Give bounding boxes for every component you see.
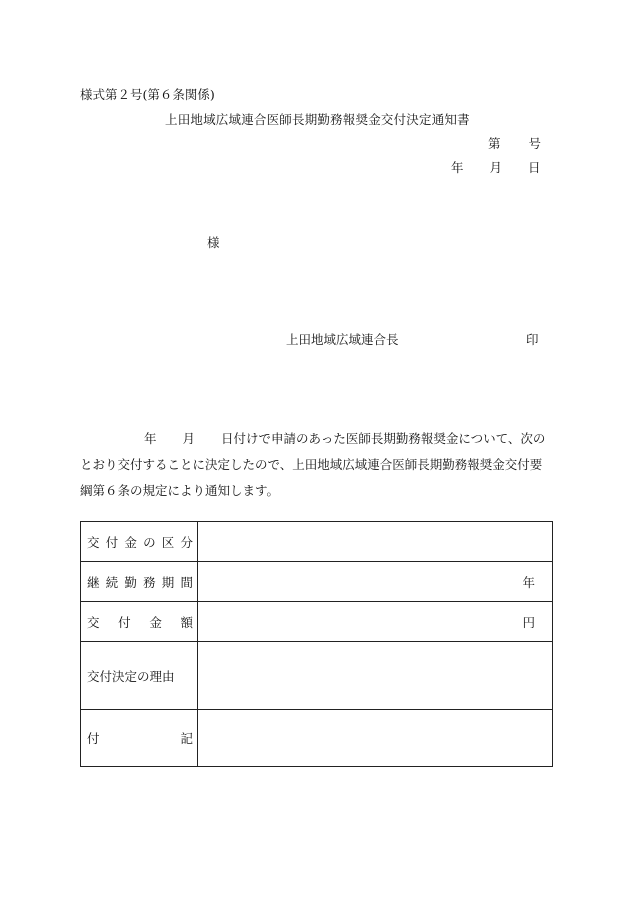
row-label-cell xyxy=(81,710,198,767)
info-table xyxy=(80,521,553,767)
sender-name: 上田地域広域連合長 xyxy=(286,332,399,347)
row-label-cell xyxy=(81,642,198,710)
row-value xyxy=(198,710,553,767)
table-row xyxy=(81,602,553,642)
row-value xyxy=(198,522,553,562)
row-label: 付 記 xyxy=(87,731,193,746)
document-title: 上田地域広域連合医師長期勤務報奨金交付決定通知書 xyxy=(165,112,470,127)
row-value xyxy=(198,642,553,710)
row-label: 交付決定の理由 xyxy=(87,668,175,684)
row-label: 交 付 金 の 区 分 xyxy=(87,534,193,550)
table-row xyxy=(81,642,553,710)
row-label-cell xyxy=(81,522,198,562)
row-label: 継 続 勤 務 期 間 xyxy=(87,574,193,590)
body-text xyxy=(80,426,555,504)
row-label-cell xyxy=(81,602,198,642)
row-label-cell xyxy=(81,562,198,602)
date-year: 年 xyxy=(451,160,464,175)
number-suffix: 号 xyxy=(528,136,542,151)
body-year: 年 xyxy=(144,431,157,446)
body-month: 月 xyxy=(182,431,196,446)
row-label: 交 付 金 額 xyxy=(87,614,193,630)
body-line-1 xyxy=(80,426,555,452)
form-number: 様式第２号(第６条関係) xyxy=(80,87,215,102)
row-value: 円 xyxy=(198,602,553,642)
date-day: 日 xyxy=(528,160,541,175)
seal-mark: 印 xyxy=(526,332,539,347)
table-row xyxy=(81,522,553,562)
row-value: 年 xyxy=(198,562,553,602)
table-row xyxy=(81,710,553,767)
date-month: 月 xyxy=(489,160,503,175)
body-line-1-text: 日付けで申請のあった医師長期勤務報奨金について、次の xyxy=(221,431,546,446)
body-line-2: とおり交付することに決定したので、上田地域広域連合医師長期勤務報奨金交付要 xyxy=(80,457,543,472)
date-line xyxy=(451,158,541,176)
recipient-suffix: 様 xyxy=(207,235,220,250)
document-number-line xyxy=(488,134,541,152)
body-line-3: 綱第６条の規定により通知します。 xyxy=(80,483,280,498)
table-row xyxy=(81,562,553,602)
number-prefix: 第 xyxy=(488,136,501,151)
